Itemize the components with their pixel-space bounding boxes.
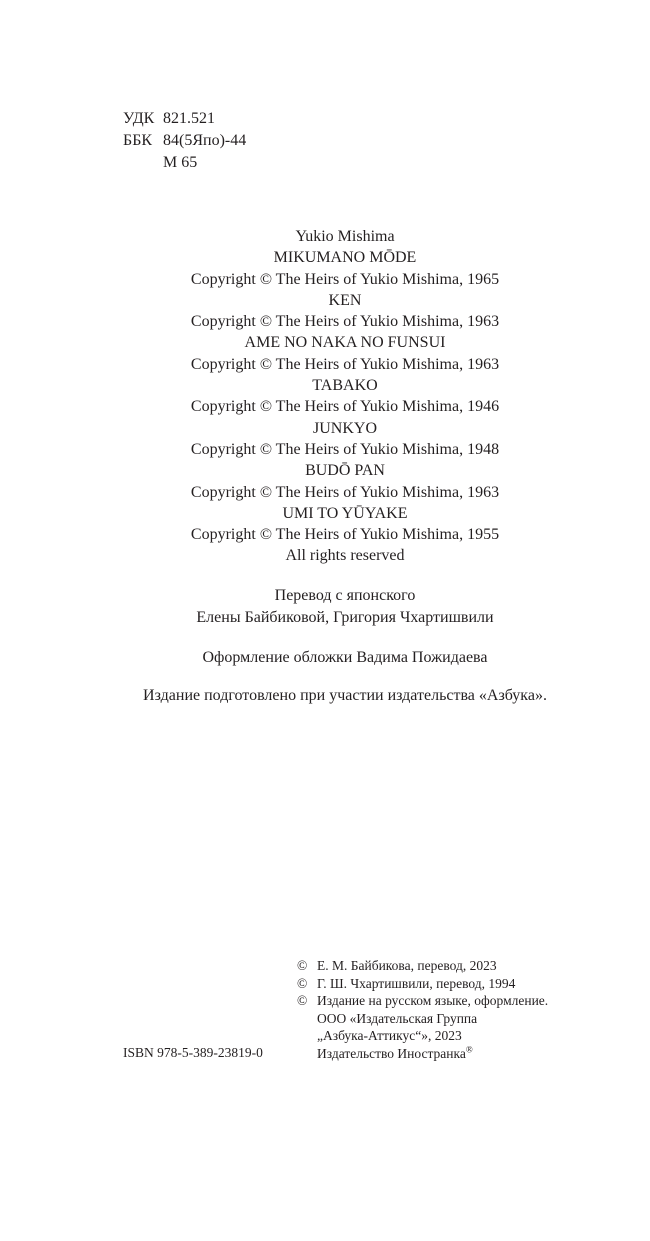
rights-block — [0, 226, 650, 567]
copyright-sign: © — [297, 975, 308, 991]
work-copyright: Copyright © The Heirs of Yukio Mishima, 1948 — [190, 440, 500, 458]
copyright-row — [297, 992, 548, 1010]
work-copyright: Copyright © The Heirs of Yukio Mishima, 1963 — [190, 313, 500, 331]
cls-value: 84(5Япо)-44 — [163, 132, 247, 149]
work-title: BUDŌ PAN — [305, 462, 385, 480]
work-title: MIKUMANO MŌDE — [273, 249, 417, 267]
copyright-sign: © — [297, 993, 308, 1009]
registered-mark: ® — [465, 1044, 473, 1055]
work-title: AME NO NAKA NO FUNSUI — [244, 334, 446, 352]
work-copyright: Copyright © The Heirs of Yukio Mishima, 1965 — [190, 270, 500, 288]
copyright-row — [297, 975, 548, 993]
copyright-text: „Азбука-Аттикус“», 2023 — [317, 1028, 462, 1044]
copyright-text: ООО «Издательская Группа — [317, 1010, 478, 1026]
author-sign-row — [123, 152, 246, 174]
copyright-sign: © — [297, 958, 308, 973]
copyright-row — [297, 1045, 548, 1063]
bbk-row — [123, 130, 246, 152]
cls-label: ББК — [123, 132, 153, 149]
copyright-row — [297, 957, 548, 975]
cls-value: 821.521 — [163, 110, 215, 127]
copyright-sign — [297, 1010, 317, 1028]
edition-note-text: Издание подготовлено при участии издательства «Азбука». — [143, 687, 547, 704]
translator-names: Елены Байбиковой, Григория Чхартишвили — [196, 609, 494, 626]
work-copyright: Copyright © The Heirs of Yukio Mishima, 1963 — [190, 355, 500, 373]
translation-credit — [0, 585, 650, 629]
cls-label: УДК — [123, 110, 155, 127]
copyright-row — [297, 1010, 548, 1028]
author-name: Yukio Mishima — [295, 228, 395, 245]
cls-value: М 65 — [163, 154, 198, 171]
work-title: UMI TO YŪYAKE — [282, 504, 408, 522]
isbn: ISBN 978-5-389-23819-0 — [123, 1045, 263, 1060]
translation-label: Перевод с японского — [274, 587, 416, 604]
udk-row — [123, 108, 246, 130]
copyright-text: Издание на русском языке, оформление. — [317, 993, 549, 1009]
work-title: TABAKO — [312, 377, 378, 395]
all-rights-reserved: All rights reserved — [285, 547, 405, 565]
publisher-line — [317, 1045, 473, 1063]
publisher-name: Издательство Иностранка — [317, 1045, 466, 1061]
copyright-row — [297, 1027, 548, 1045]
copyright-text: Г. Ш. Чхартишвили, перевод, 1994 — [317, 975, 516, 991]
classification-block — [123, 108, 246, 174]
work-copyright: Copyright © The Heirs of Yukio Mishima, 1963 — [190, 483, 500, 501]
cover-design-credit — [0, 647, 650, 669]
work-title: KEN — [328, 291, 362, 309]
edition-note — [0, 685, 650, 707]
copyright-sign — [297, 1045, 317, 1063]
cover-design-text: Оформление обложки Вадима Пожидаева — [202, 649, 488, 666]
work-copyright: Copyright © The Heirs of Yukio Mishima, 1946 — [190, 398, 500, 416]
copyright-text: Е. М. Байбикова, перевод, 2023 — [317, 958, 497, 973]
copyright-notices — [297, 957, 548, 1063]
copyright-sign — [297, 1027, 317, 1045]
work-copyright: Copyright © The Heirs of Yukio Mishima, 1955 — [190, 526, 500, 544]
work-title: JUNKYO — [313, 419, 377, 437]
cls-label — [123, 152, 163, 174]
